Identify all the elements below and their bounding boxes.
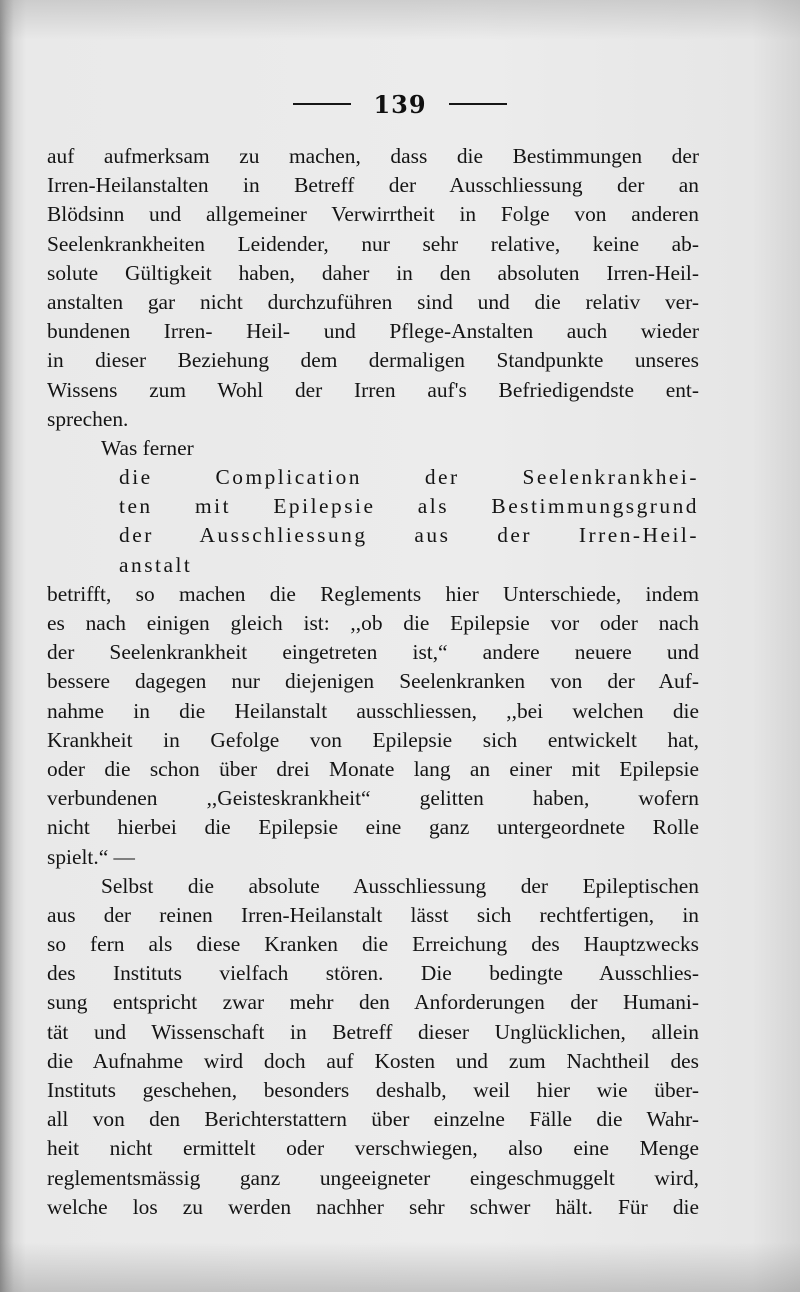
text-line: Wissens zum Wohl der Irren auf's Befriedigendste ent- — [47, 377, 699, 402]
text-line: auf aufmerksam zu machen, dass die Bestimmungen der — [47, 144, 699, 168]
text-line: Seelenkrankheiten Leidender, nur sehr relative, keine ab- — [47, 231, 699, 256]
text-line: tät und Wissenschaft in Betreff dieser Unglücklichen, allein — [47, 1019, 699, 1044]
text-line: sprechen. — [47, 406, 129, 431]
header-rule-left — [293, 103, 351, 105]
text-line: Irren-Heilanstalten in Betreff der Ausschliessung der an — [47, 173, 699, 198]
text-line: Krankheit in Gefolge von Epilepsie sich entwickelt hat, — [47, 727, 699, 752]
spaced-heading-line: anstalt — [119, 552, 193, 577]
text-line: anstalten gar nicht durchzuführen sind und die relativ ver- — [47, 289, 699, 314]
body-text — [47, 142, 699, 1222]
text-line: es nach einigen gleich ist: ,,ob die Epilepsie vor oder nach — [47, 611, 699, 635]
page-bottom-shadow — [0, 1242, 800, 1292]
text-line: nicht hierbei die Epilepsie eine ganz untergeordnete Rolle — [47, 815, 699, 840]
text-line: heit nicht ermittelt oder verschwiegen, also eine Menge — [47, 1136, 699, 1161]
spaced-heading-line: die Complication der Seelenkrankhei- — [119, 465, 699, 490]
page-header — [0, 84, 800, 124]
text-line: Selbst die absolute Ausschliessung der Epileptischen — [101, 873, 699, 898]
spaced-heading-line: ten mit Epilepsie als Bestimmungsgrund — [119, 494, 699, 519]
page-number: 139 — [373, 89, 427, 119]
text-line: bessere dagegen nur diejenigen Seelenkranken von der Auf- — [47, 669, 699, 694]
text-line: Was ferner — [101, 435, 194, 460]
text-line: bundenen Irren- Heil- und Pflege-Anstalten auch wieder — [47, 319, 699, 344]
page-top-shadow — [0, 0, 800, 40]
text-line: verbundenen ,,Geisteskrankheit“ gelitten haben, wofern — [47, 786, 699, 811]
text-line: spielt.“ — — [47, 844, 135, 869]
text-line: all von den Berichterstattern über einzelne Fälle die Wahr- — [47, 1107, 699, 1132]
text-line: solute Gültigkeit haben, daher in den absoluten Irren-Heil- — [47, 260, 699, 285]
text-line: des Instituts vielfach stören. Die bedingte Ausschlies- — [47, 961, 699, 986]
text-line: Instituts geschehen, besonders deshalb, weil hier wie über- — [47, 1078, 699, 1102]
text-line: sung entspricht zwar mehr den Anforderungen der Humani- — [47, 990, 699, 1015]
text-line: betrifft, so machen die Reglements hier Unterschiede, indem — [47, 581, 699, 606]
text-line: in dieser Beziehung dem dermaligen Standpunkte unseres — [47, 348, 699, 373]
text-line: aus der reinen Irren-Heilanstalt lässt sich rechtfertigen, in — [47, 902, 699, 927]
text-line: Blödsinn und allgemeiner Verwirrtheit in Folge von anderen — [47, 202, 699, 227]
text-line: reglementsmässig ganz ungeeigneter eingeschmuggelt wird, — [47, 1165, 699, 1190]
text-line: oder die schon über drei Monate lang an einer mit Epilepsie — [47, 756, 699, 781]
text-line: die Aufnahme wird doch auf Kosten und zum Nachtheil des — [47, 1048, 699, 1073]
text-line: so fern als diese Kranken die Erreichung des Hauptzwecks — [47, 932, 699, 957]
text-line: nahme in die Heilanstalt ausschliessen, ,,bei welchen die — [47, 698, 699, 723]
text-line: welche los zu werden nachher sehr schwer hält. Für die — [47, 1194, 699, 1219]
text-line: der Seelenkrankheit eingetreten ist,“ andere neuere und — [47, 640, 699, 665]
header-rule-right — [449, 103, 507, 105]
spaced-heading-line: der Ausschliessung aus der Irren-Heil- — [119, 523, 699, 548]
